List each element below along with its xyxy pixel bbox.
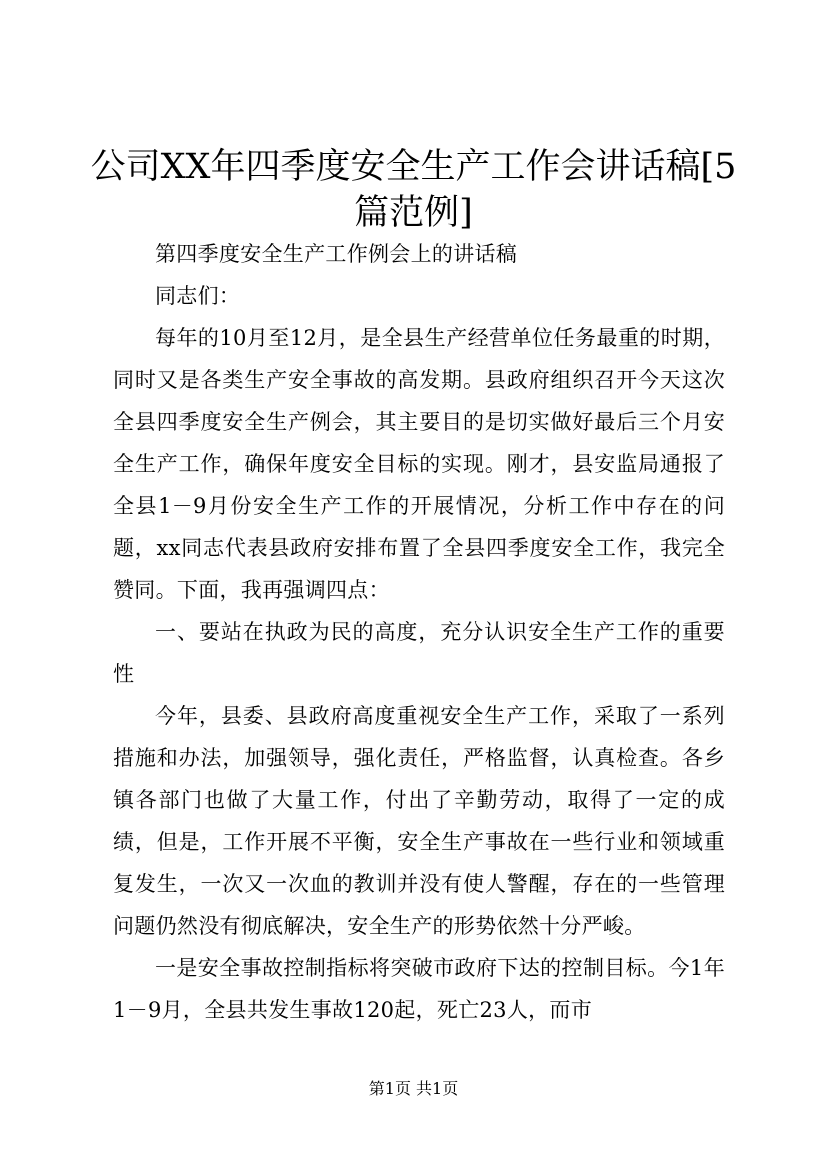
subtitle-paragraph: 第四季度安全生产工作例会上的讲话稿 <box>155 242 518 266</box>
body-paragraph: 每年的10月至12月，是全县生产经营单位任务最重的时期，同时又是各类生产安全事故的高发期。县政府组织召开今天这次全县四季度安全生产例会，其主要目的是切实做好最后三个月安全生产工作，确保年度安全目标的实现。刚才，县安监局通报了全县1－9月份安全生产工作的开展情况，分析工作中存在的问题，xx同志代表县政府安排布置了全县四季度安全工作，我完全赞同。下面，我再强调四点： <box>113 326 725 602</box>
salutation-paragraph: 同志们： <box>155 284 241 308</box>
section-heading-paragraph: 一、要站在执政为民的高度，充分认识安全生产工作的重要性 <box>113 620 725 686</box>
document-body <box>113 233 725 1031</box>
page-footer: 第1页 共1页 <box>368 1079 459 1098</box>
document-title: 公司XX年四季度安全生产工作会讲话稿[5篇范例] <box>90 147 737 233</box>
body-paragraph: 一是安全事故控制指标将突破市政府下达的控制目标。今1年1－9月，全县共发生事故120起，死亡23人，而市 <box>113 956 725 1022</box>
body-paragraph: 今年，县委、县政府高度重视安全生产工作，采取了一系列措施和办法，加强领导，强化责任，严格监督，认真检查。各乡镇各部门也做了大量工作，付出了辛勤劳动，取得了一定的成绩，但是，工作开展不平衡，安全生产事故在一些行业和领域重复发生，一次又一次血的教训并没有使人警醒，存在的一些管理问题仍然没有彻底解决，安全生产的形势依然十分严峻。 <box>113 704 725 938</box>
